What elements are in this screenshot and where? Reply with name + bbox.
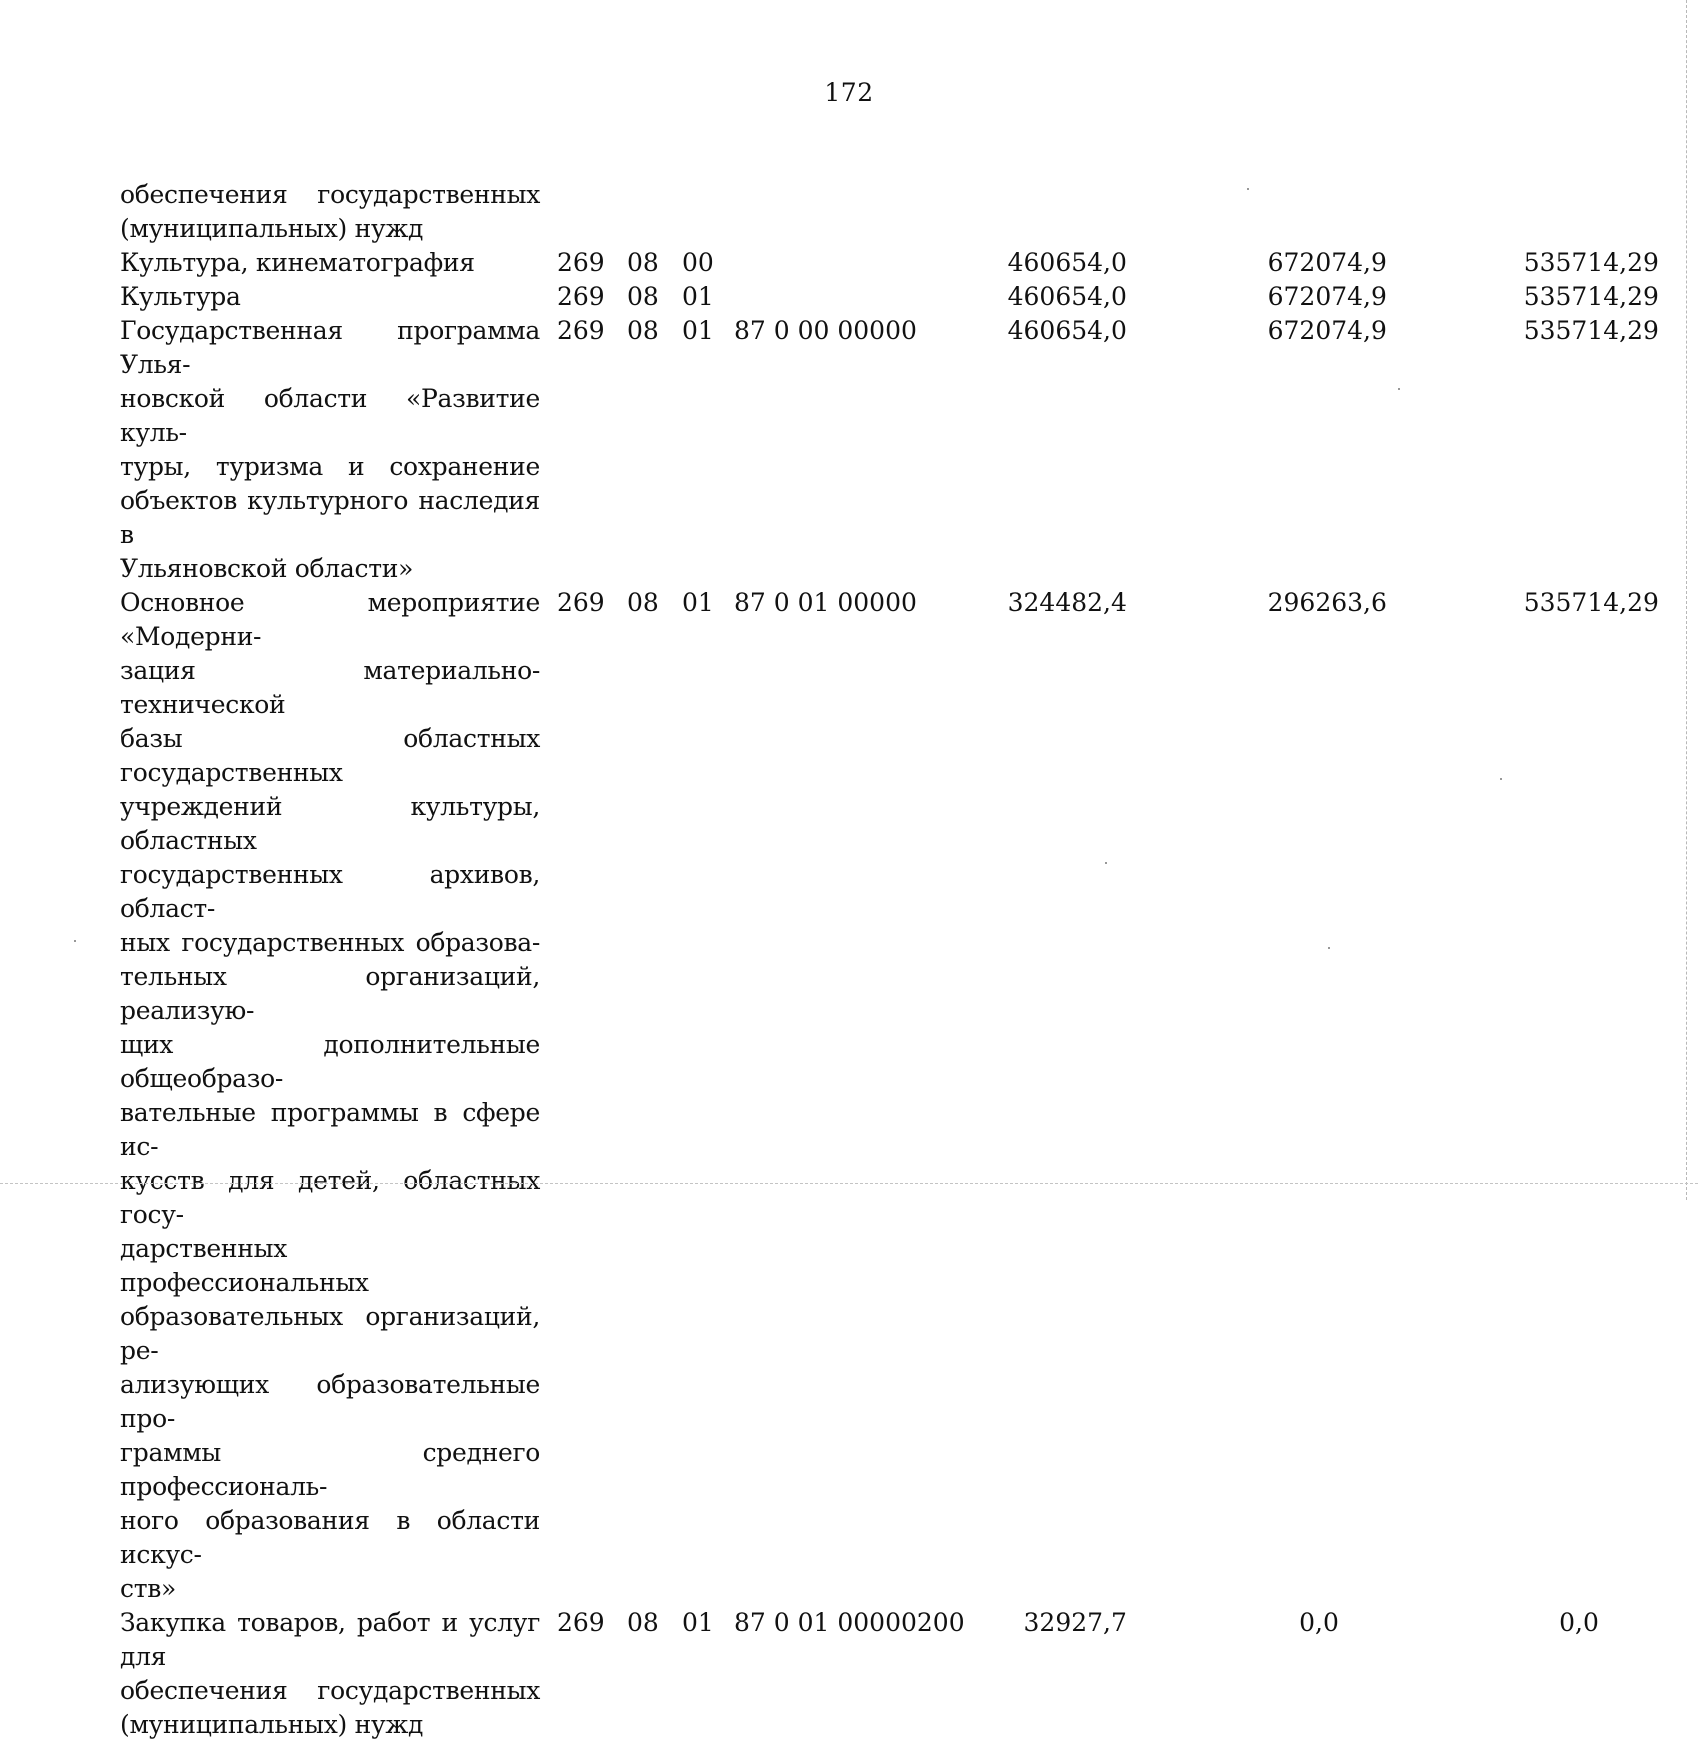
cell-ministry-code: 269 [557,1608,605,1637]
scan-speck [74,940,76,942]
item-name-line: образовательных организаций, ре- [120,1302,540,1365]
cell-amount-year-2: 672074,9 [1267,316,1387,345]
table-row [120,246,1659,280]
item-name-line: Культура, кинематография [120,248,475,277]
scan-speck [1500,778,1502,780]
page-number: 172 [824,78,874,107]
cell-section-code: 08 [627,316,659,345]
cell-target-article-code: 87 0 01 00000 [734,1608,917,1637]
cell-section-code: 08 [627,588,659,617]
item-name-line: Культура [120,282,241,311]
cell-subsection-code: 01 [682,1608,714,1637]
cell-subsection-code [682,178,734,246]
cell-expense-type-code [917,178,977,246]
cell-subsection-code: 01 [682,316,714,345]
cell-ministry-code [540,178,627,246]
cell-amount-year-3: 0,0 [1559,1608,1599,1637]
scan-edge-bottom [0,1183,1698,1185]
cell-item-name [120,246,540,280]
item-name-line: государственных архивов, област- [120,860,540,923]
cell-section-code: 08 [627,1608,659,1637]
item-name-line: ных государственных образова- [120,928,540,957]
cell-amount-year-3 [1387,178,1659,246]
item-name-line: Ульяновской области» [120,554,414,583]
table-row [120,586,1659,1606]
cell-target-article-code [734,280,917,314]
table-row [120,314,1659,586]
item-name-line: Основное мероприятие «Модерни- [120,588,540,651]
cell-ministry-code: 269 [557,282,605,311]
item-name-line: новской области «Развитие куль- [120,384,540,447]
item-name-line: базы областных государственных [120,724,540,787]
cell-amount-year-1: 460654,0 [1007,282,1127,311]
cell-amount-year-2: 672074,9 [1267,248,1387,277]
cell-amount-year-1: 324482,4 [1007,588,1127,617]
cell-amount-year-3: 535714,29 [1523,248,1659,277]
table-row [120,280,1659,314]
cell-expense-type-code [917,314,977,586]
cell-ministry-code: 269 [557,316,605,345]
cell-expense-type-code [917,586,977,1606]
item-name-line: Закупка товаров, работ и услуг для [120,1608,540,1671]
cell-subsection-code: 01 [682,588,714,617]
cell-amount-year-3: 535714,29 [1523,316,1659,345]
budget-table [120,178,1659,1742]
cell-section-code: 08 [627,248,659,277]
item-name-line: вательные программы в сфере ис- [120,1098,540,1161]
cell-expense-type-code [917,246,977,280]
item-name-line: (муниципальных) нужд [120,1710,424,1739]
cell-amount-year-2 [1127,178,1387,246]
item-name-line: ств» [120,1574,177,1603]
item-name-line: туры, туризма и сохранение [120,452,540,481]
table-row [120,1606,1659,1742]
budget-table-body [120,178,1659,1742]
cell-subsection-code: 00 [682,248,714,277]
scan-speck [1398,388,1400,390]
cell-section-code: 08 [627,282,659,311]
cell-target-article-code: 87 0 01 00000 [734,588,917,617]
cell-item-name [120,586,540,1606]
item-name-line: Государственная программа Улья- [120,316,540,379]
scan-speck [1105,862,1107,864]
item-name-line: (муниципальных) нужд [120,214,424,243]
cell-amount-year-1 [977,178,1127,246]
cell-item-name [120,280,540,314]
cell-expense-type-code [917,280,977,314]
cell-item-name [120,1606,540,1742]
item-name-line: дарственных профессиональных [120,1234,369,1297]
cell-ministry-code: 269 [557,588,605,617]
item-name-line: ализующих образовательные про- [120,1370,540,1433]
item-name-line: тельных организаций, реализую- [120,962,540,1025]
cell-amount-year-3: 535714,29 [1523,588,1659,617]
cell-item-name [120,314,540,586]
cell-amount-year-2: 0,0 [1299,1608,1339,1637]
item-name-line: учреждений культуры, областных [120,792,540,855]
cell-ministry-code: 269 [557,248,605,277]
cell-amount-year-2: 296263,6 [1267,588,1387,617]
item-name-line: щих дополнительные общеобразо- [120,1030,540,1093]
cell-amount-year-2: 672074,9 [1267,282,1387,311]
cell-amount-year-1: 32927,7 [1023,1608,1127,1637]
cell-section-code [627,178,682,246]
cell-expense-type-code: 200 [916,1608,965,1637]
item-name-line: зация материально-технической [120,656,540,719]
scan-speck [1247,188,1249,190]
item-name-line: кусств для детей, областных госу- [120,1166,540,1229]
item-name-line: ного образования в области искус- [120,1506,540,1569]
cell-target-article-code [734,178,917,246]
cell-target-article-code [734,246,917,280]
table-row [120,178,1659,246]
item-name-line: обеспечения государственных [120,180,540,209]
cell-item-name [120,178,540,246]
cell-subsection-code: 01 [682,282,714,311]
cell-amount-year-1: 460654,0 [1007,316,1127,345]
item-name-line: объектов культурного наследия в [120,486,540,549]
scan-speck [1328,947,1330,949]
cell-amount-year-3: 535714,29 [1523,282,1659,311]
cell-amount-year-1: 460654,0 [1007,248,1127,277]
item-name-line: граммы среднего профессиональ- [120,1438,540,1501]
item-name-line: обеспечения государственных [120,1676,540,1705]
cell-target-article-code: 87 0 00 00000 [734,316,917,345]
scan-edge-right [1686,0,1688,1200]
